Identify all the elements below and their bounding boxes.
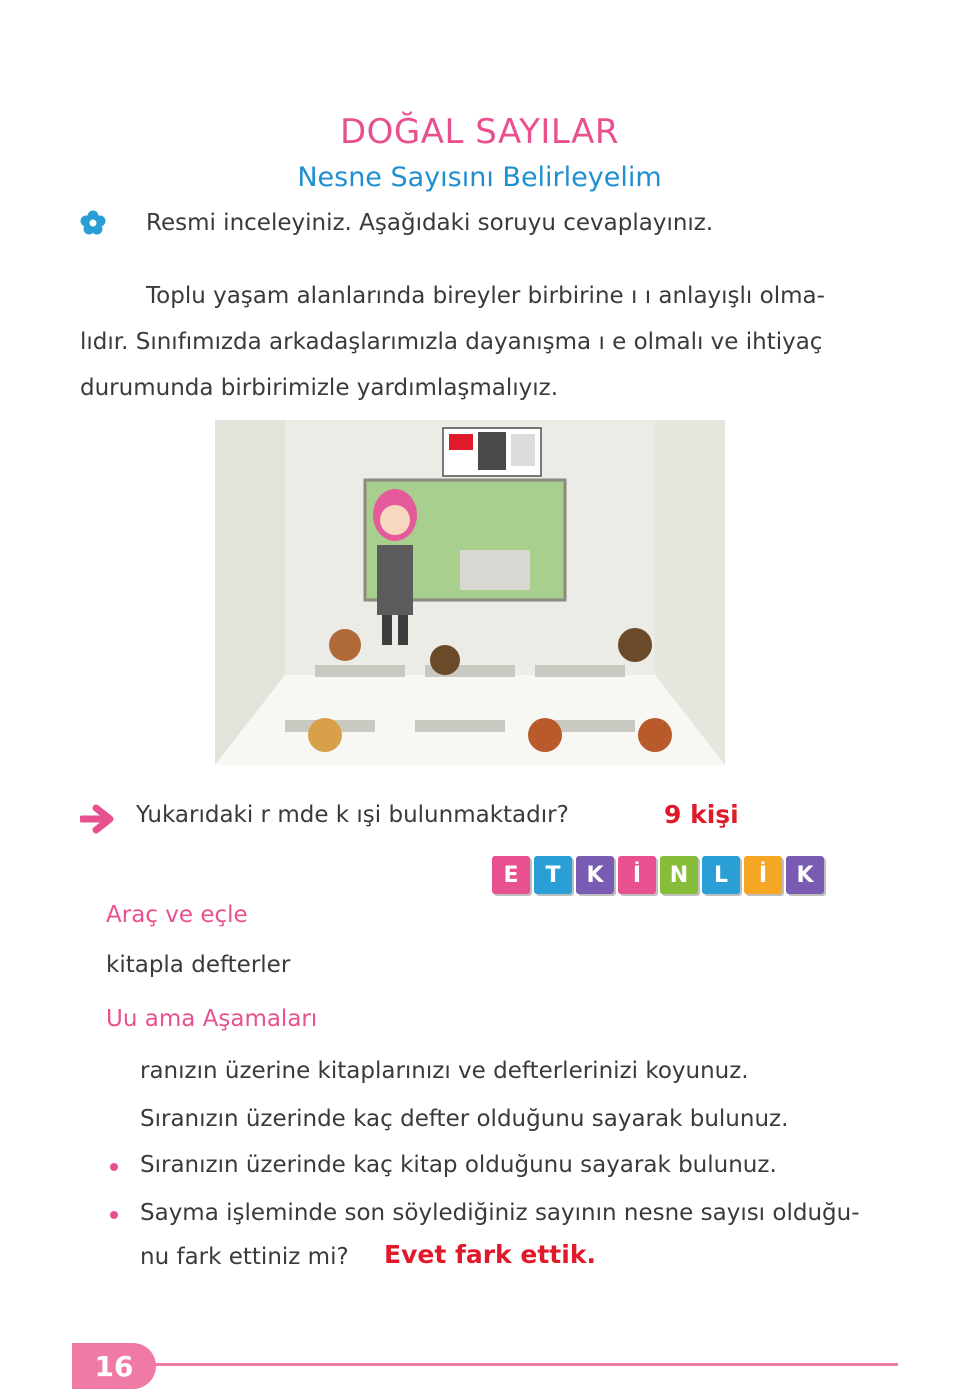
footer-divider [156, 1363, 898, 1366]
flower-icon [80, 210, 106, 236]
activity-letter-tile: T [534, 856, 572, 894]
step-item: Sıranızın üzerinde kaç kitap olduğunu sayarak bulunuz. [140, 1152, 777, 1178]
activity-letter-tile: L [702, 856, 740, 894]
page-number: 16 [72, 1343, 156, 1389]
step-item: nu fark ettiniz mi? [140, 1244, 349, 1270]
question-text: Yukarıdaki r mde k ışi bulunmaktadır? [136, 802, 569, 828]
activity-letter-tile: N [660, 856, 698, 894]
bullet-icon [110, 1211, 118, 1219]
step-item: ranızın üzerine kitaplarınızı ve defterlerinizi koyunuz. [140, 1058, 749, 1084]
tools-heading: Araç ve eçle [106, 902, 248, 928]
step-item: Sıranızın üzerinde kaç defter olduğunu sayarak bulunuz. [140, 1106, 789, 1132]
activity-letter-tile: İ [744, 856, 782, 894]
page-title: DOĞAL SAYILAR [339, 112, 620, 152]
arrow-right-icon [80, 804, 114, 834]
tools-text: kitapla defterler [106, 952, 291, 978]
activity-letter-tile: E [492, 856, 530, 894]
activity-banner [492, 856, 824, 896]
steps-answer: Evet fark ettik. [384, 1240, 596, 1269]
page-subtitle: Nesne Sayısını Belirleyelim [297, 162, 662, 193]
steps-heading: Uu ama Aşamaları [106, 1006, 318, 1032]
paragraph-line-1: Toplu yaşam alanlarında bireyler birbirine ı ı anlayışlı olma- [146, 283, 825, 309]
activity-letter-tile: K [786, 856, 824, 894]
classroom-illustration [215, 420, 725, 765]
step-item: Sayma işleminde son söylediğiniz sayının nesne sayısı olduğu- [140, 1200, 860, 1226]
paragraph-line-3: durumunda birbirimizle yardımlaşmalıyız. [80, 375, 559, 401]
question-answer: 9 kişi [664, 800, 739, 829]
activity-letter-tile: İ [618, 856, 656, 894]
paragraph-line-2: lıdır. Sınıfımızda arkadaşlarımızla dayanışma ı e olmalı ve ihtiyaç [80, 329, 823, 355]
activity-letter-tile: K [576, 856, 614, 894]
bullet-icon [110, 1163, 118, 1171]
instruction-text: Resmi inceleyiniz. Aşağıdaki soruyu cevaplayınız. [146, 210, 714, 236]
